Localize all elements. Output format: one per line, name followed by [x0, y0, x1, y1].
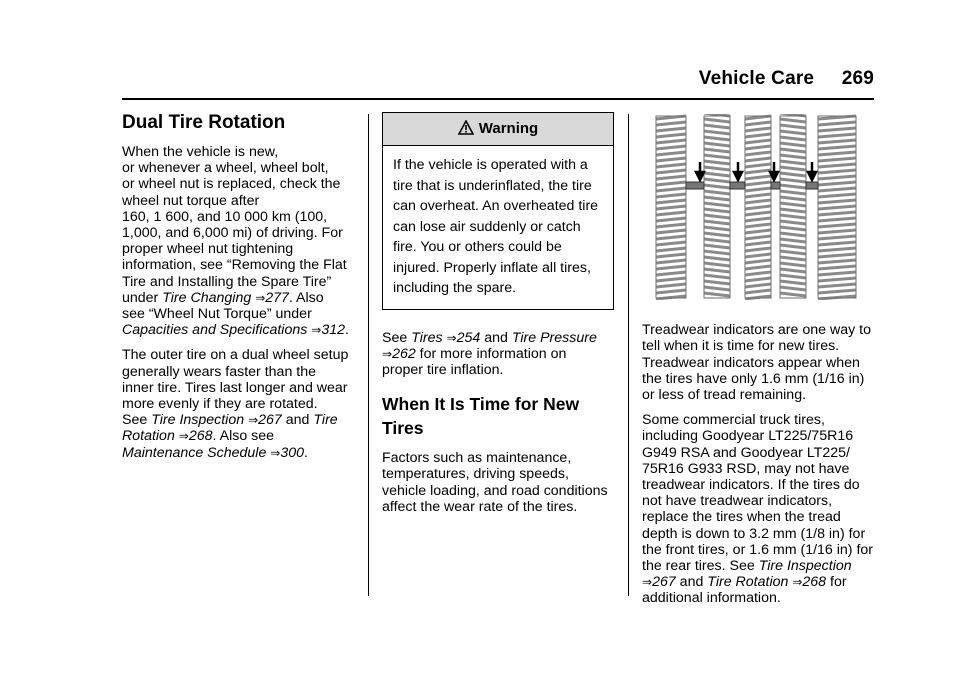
tread-block	[745, 212, 771, 215]
page-reference-arrow-icon: ⇒	[178, 429, 189, 444]
text: and	[675, 574, 708, 591]
tread-block	[745, 170, 771, 173]
text: and	[480, 329, 512, 346]
text-line: temperatures, driving speeds,	[382, 466, 569, 483]
warning-triangle-icon	[458, 113, 474, 145]
tread-block	[745, 122, 771, 125]
tread-block	[656, 194, 686, 197]
tread-block	[704, 215, 730, 218]
tread-block	[780, 203, 806, 206]
text: under	[122, 289, 163, 306]
tread-block	[780, 167, 806, 170]
tread-block	[704, 209, 730, 212]
cross-reference-link[interactable]: Tire Changing	[162, 289, 252, 306]
page-reference[interactable]: 262	[392, 345, 416, 362]
tread-block	[780, 173, 806, 176]
tread-block	[818, 278, 856, 281]
text: See	[382, 329, 412, 346]
tread-block	[656, 290, 686, 293]
tread-block	[745, 182, 771, 185]
tread-block	[656, 242, 686, 245]
text-line: wheel nut torque after	[122, 192, 260, 209]
tread-block	[704, 239, 730, 242]
tread-block	[656, 182, 686, 185]
tread-block	[780, 263, 806, 266]
warning-box	[382, 112, 614, 310]
text-line: Some commercial truck tires,	[642, 412, 825, 429]
paragraph: When the vehicle is new, or whenever a wheel, wheel bolt, or wheel nut is replaced, check the wheel nut torque after 160, 1 600, and 10 000 km (100, 1,000, and 6,000 mi) of driving. For proper wheel nut tightening information, see “Removing the Flat Tire and Installing the Spare Tire” under Tire Changing ⇒277. Also see “Wheel Nut Torque” under Capacities and Specifications ⇒312.	[122, 144, 349, 339]
tread-block	[656, 170, 686, 173]
text-line: If the vehicle is operated with a	[393, 157, 588, 173]
page-reference[interactable]: 268	[802, 574, 827, 591]
text-line: or less of tread remaining.	[642, 387, 807, 404]
text-line: 75R16 G933 RSD, may not have	[642, 460, 850, 477]
text-line: affect the wear rate of the tires.	[382, 498, 578, 515]
indicator-arrow-icon	[696, 162, 704, 180]
text-line: Treadwear indicators are one way to	[642, 322, 871, 339]
text-line: When the vehicle is new,	[122, 144, 279, 160]
tread-block	[818, 248, 856, 251]
column-1	[122, 108, 358, 470]
tread-block	[780, 221, 806, 224]
header-rule	[122, 98, 874, 100]
tread-block	[780, 257, 806, 260]
tread-block	[818, 170, 856, 173]
cross-reference-link[interactable]: Tire Rotation	[707, 574, 789, 591]
tread-block	[745, 176, 771, 179]
cross-reference-link[interactable]: Tire Pressure	[511, 329, 597, 346]
text-line: treadwear indicators. If the tires do	[642, 477, 860, 494]
tread-block	[780, 179, 806, 182]
page-reference[interactable]: 277	[265, 289, 289, 306]
tread-block	[780, 281, 806, 284]
tread-block	[704, 227, 730, 230]
text-line: depth is down to 3.2 mm (1/8 in) for	[642, 525, 866, 542]
tread-block	[656, 128, 686, 131]
text-line: injured. Properly inflate all tires,	[393, 259, 591, 276]
tread-block	[656, 200, 686, 203]
cross-reference-link[interactable]: Tire	[313, 412, 338, 429]
text-line: tell when it is time for new tires.	[642, 338, 840, 355]
tread-block	[656, 218, 686, 221]
column-divider-2	[628, 114, 629, 596]
treadwear-indicator-bar	[771, 182, 780, 189]
warning-body	[383, 146, 613, 309]
indicator-arrow-icon	[808, 162, 816, 180]
text-line: the front tires, or 1.6 mm (1/16 in) for	[642, 541, 874, 558]
tread-block	[780, 251, 806, 254]
tread-block	[745, 248, 771, 251]
tread-block	[656, 212, 686, 215]
page-reference[interactable]: 254	[456, 329, 481, 346]
tread-block	[656, 224, 686, 227]
paragraph	[642, 412, 876, 606]
tread-block	[818, 242, 856, 245]
tread-block	[818, 152, 856, 155]
tread-block	[704, 203, 730, 206]
tread-block	[818, 290, 856, 293]
tread-block	[780, 245, 806, 248]
tread-block	[656, 164, 686, 167]
tread-block	[745, 164, 771, 167]
tread-block	[780, 293, 806, 296]
tread-block	[704, 191, 730, 194]
tread-block	[818, 224, 856, 227]
tread-block	[780, 161, 806, 164]
tread-block	[704, 233, 730, 236]
tread-block	[704, 263, 730, 266]
tread-block	[656, 188, 686, 191]
warning-header	[383, 113, 613, 146]
section-heading-new-tires	[382, 392, 614, 440]
tread-block	[656, 254, 686, 257]
tread-block	[656, 278, 686, 281]
tread-block	[780, 137, 806, 140]
text-line: Treadwear indicators appear when	[642, 354, 860, 371]
column-3	[642, 108, 876, 616]
tread-block	[656, 122, 686, 125]
page-reference-arrow-icon: ⇒	[248, 413, 259, 428]
tread-block	[745, 224, 771, 227]
tread-block	[780, 233, 806, 236]
treadwear-indicator-bar	[806, 182, 818, 189]
tread-block	[780, 239, 806, 242]
tread-block	[704, 245, 730, 248]
tread-block	[780, 125, 806, 128]
tread-block	[656, 230, 686, 233]
tread-block	[656, 266, 686, 269]
text-line: proper wheel nut tightening	[122, 241, 294, 258]
page-reference-arrow-icon: ⇒	[792, 575, 803, 590]
page-reference-arrow-icon: ⇒	[311, 323, 322, 338]
cross-reference-link[interactable]: Capacities and Specifications	[122, 322, 308, 339]
tread-block	[818, 200, 856, 203]
paragraph	[642, 322, 876, 403]
tire-tread-figure	[642, 114, 862, 300]
text-line: Tire and Installing the Spare Tire”	[122, 273, 332, 290]
tread-block	[780, 269, 806, 272]
tread-block	[745, 278, 771, 281]
text: for	[826, 574, 847, 591]
tread-block	[818, 182, 856, 185]
tread-block	[818, 284, 856, 287]
text-line: Factors such as maintenance,	[382, 450, 572, 467]
tread-block	[704, 179, 730, 182]
tread-block	[745, 272, 771, 275]
tread-block	[745, 146, 771, 149]
text: the rear tires. See	[642, 558, 759, 575]
text-line: the tires have only 1.6 mm (1/16 in)	[642, 370, 865, 387]
tread-block	[656, 284, 686, 287]
cross-reference-link[interactable]: Maintenance Schedule	[122, 444, 267, 461]
text: . Also see	[212, 428, 275, 445]
tread-block	[818, 158, 856, 161]
tread-block	[818, 236, 856, 239]
tread-block	[745, 218, 771, 221]
tread-block	[704, 293, 730, 296]
tread-block	[780, 155, 806, 158]
tread-block	[818, 218, 856, 221]
page-reference[interactable]: 268	[188, 428, 213, 445]
page-reference[interactable]: 267	[652, 574, 676, 591]
tread-block	[818, 164, 856, 167]
tread-block	[656, 134, 686, 137]
tread-block	[745, 242, 771, 245]
page-reference-arrow-icon: ⇒	[382, 346, 393, 361]
warning-label: Warning	[478, 120, 539, 137]
text-line: G949 RSA and Goodyear LT225/	[642, 444, 850, 461]
page-number: 269	[841, 68, 874, 89]
text-line: 160, 1 600, and 10 000 km (100,	[122, 208, 328, 225]
tread-block	[780, 119, 806, 122]
text-line: fire. You or others could be	[393, 239, 562, 255]
text-line: information, see “Removing the Flat	[122, 257, 347, 274]
tread-block	[704, 119, 730, 122]
tread-block	[704, 275, 730, 278]
tread-block	[745, 158, 771, 161]
column-2	[382, 106, 614, 524]
tread-block	[704, 287, 730, 290]
tread-block	[818, 128, 856, 131]
text-line: vehicle loading, and road conditions	[382, 482, 608, 499]
text: and	[281, 412, 314, 429]
tread-block	[818, 260, 856, 263]
text-line: or whenever a wheel, wheel bolt,	[122, 160, 329, 177]
tread-block	[780, 227, 806, 230]
paragraph	[382, 330, 614, 379]
text-line: 1,000, and 6,000 mi) of driving. For	[122, 225, 343, 242]
page-reference[interactable]: 267	[258, 412, 282, 429]
tread-block	[745, 260, 771, 263]
tread-block	[704, 125, 730, 128]
tread-block	[656, 140, 686, 143]
page-reference-arrow-icon: ⇒	[255, 290, 266, 305]
tread-block	[818, 266, 856, 269]
tread-block	[780, 149, 806, 152]
tread-block	[656, 206, 686, 209]
page-reference-arrow-icon: ⇒	[270, 445, 281, 460]
page-reference[interactable]: 300	[280, 444, 305, 461]
tread-block	[818, 230, 856, 233]
text-line: additional information.	[642, 590, 781, 607]
treadwear-indicator-bar	[686, 182, 704, 189]
tread-block	[818, 212, 856, 215]
tread-block	[818, 176, 856, 179]
text-line: can lose air suddenly or catch	[393, 218, 581, 235]
tread-block	[745, 200, 771, 203]
treadwear-indicator-illustration	[642, 114, 876, 304]
tread-block	[704, 173, 730, 176]
tread-block	[780, 197, 806, 200]
tread-block	[704, 221, 730, 224]
tread-block	[704, 137, 730, 140]
tread-block	[656, 236, 686, 239]
tread-block	[704, 167, 730, 170]
paragraph	[382, 450, 614, 515]
cross-reference-link[interactable]: Tire Inspection	[758, 558, 852, 575]
heading-line: When It Is Time for New	[382, 394, 580, 415]
text-line: see “Wheel Nut Torque” under	[122, 306, 312, 323]
text-line: or wheel nut is replaced, check the	[122, 176, 341, 193]
tread-block	[780, 143, 806, 146]
text-line: The outer tire on a dual wheel setup	[122, 347, 349, 364]
text-line: tire that is underinflated, the tire	[393, 177, 592, 194]
tread-block	[656, 152, 686, 155]
tread-block	[656, 260, 686, 263]
text-line: not have treadwear indicators,	[642, 493, 833, 510]
tread-block	[656, 272, 686, 275]
section-heading-dual-tire-rotation: Dual Tire Rotation	[122, 112, 286, 133]
page-reference-arrow-icon: ⇒	[446, 330, 457, 345]
text-line: more evenly if they are rotated.	[122, 396, 318, 413]
tread-block	[818, 140, 856, 143]
tread-block	[656, 248, 686, 251]
tread-block	[704, 281, 730, 284]
tread-block	[818, 134, 856, 137]
heading-line: Tires	[382, 418, 424, 439]
tread-block	[656, 176, 686, 179]
tread-block	[745, 206, 771, 209]
tread-pattern	[656, 114, 856, 299]
tread-block	[745, 236, 771, 239]
tread-block	[780, 287, 806, 290]
tread-block	[745, 152, 771, 155]
page-header	[699, 68, 874, 90]
tread-block	[780, 275, 806, 278]
text-line: proper tire inflation.	[382, 361, 504, 378]
tread-block	[818, 146, 856, 149]
tread-block	[745, 128, 771, 131]
tread-block	[745, 188, 771, 191]
tread-block	[818, 206, 856, 209]
warning-text	[393, 155, 603, 299]
column-divider-1	[368, 114, 369, 596]
tread-block	[780, 185, 806, 188]
paragraph: The outer tire on a dual wheel setup generally wears faster than the inner tire. Tires last longer and wear more evenly if they are rotated. See Tire Inspection ⇒267 and Tire Rotation ⇒268. Also see Maintenance Schedule ⇒300.	[122, 347, 349, 461]
page-reference-arrow-icon: ⇒	[642, 575, 653, 590]
tread-block	[818, 122, 856, 125]
tread-block	[818, 254, 856, 257]
tread-block	[704, 161, 730, 164]
cross-reference-link[interactable]: Rotation	[122, 428, 175, 445]
tread-block	[818, 272, 856, 275]
tread-block	[745, 284, 771, 287]
text-line: can overheat. An overheated tire	[393, 198, 599, 214]
treadwear-indicator-bar	[730, 182, 745, 189]
tread-block	[780, 191, 806, 194]
text-line: including Goodyear LT225/75R16	[642, 428, 854, 445]
tread-block	[704, 143, 730, 146]
text-line: inner tire. Tires last longer and wear	[122, 379, 348, 396]
tread-block	[704, 155, 730, 158]
tread-block	[656, 146, 686, 149]
cross-reference-link[interactable]: Tire Inspection	[151, 412, 245, 429]
page-reference[interactable]: 312	[321, 322, 346, 339]
text-line: generally wears faster than the	[122, 363, 317, 380]
tread-block	[745, 134, 771, 137]
tread-block	[745, 140, 771, 143]
text: . Also	[288, 289, 324, 306]
tread-block	[704, 149, 730, 152]
tread-block	[745, 254, 771, 257]
tread-block	[818, 188, 856, 191]
text-line: including the spare.	[393, 280, 517, 296]
tread-block	[818, 194, 856, 197]
tread-block	[704, 185, 730, 188]
text-line: replace the tires when the tread	[642, 509, 841, 526]
tread-block	[780, 131, 806, 134]
tread-block	[656, 158, 686, 161]
tread-block	[745, 230, 771, 233]
cross-reference-link[interactable]: Tires	[411, 329, 443, 346]
tread-block	[745, 290, 771, 293]
tread-block	[704, 269, 730, 272]
tread-block	[704, 251, 730, 254]
text: for more information on	[415, 345, 567, 362]
tread-block	[780, 209, 806, 212]
tread-block	[745, 194, 771, 197]
tread-block	[704, 131, 730, 134]
tread-block	[704, 257, 730, 260]
section-title: Vehicle Care	[698, 68, 815, 89]
tread-block	[780, 215, 806, 218]
tread-block	[745, 266, 771, 269]
text: See	[122, 412, 152, 429]
tread-block	[704, 197, 730, 200]
indicator-arrow-icon	[734, 162, 742, 180]
